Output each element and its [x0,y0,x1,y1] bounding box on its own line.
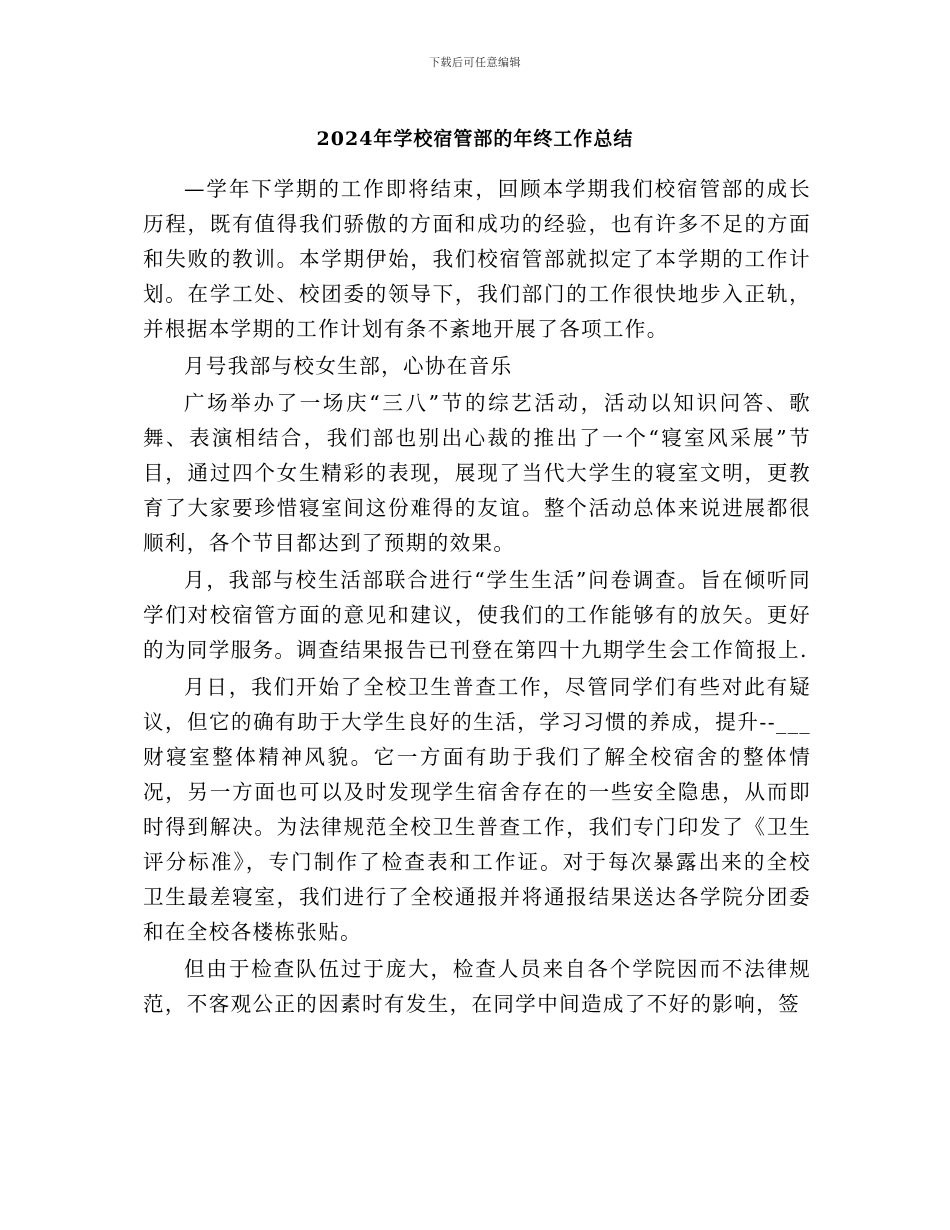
paragraph-problems: 但由于检查队伍过于庞大，检查人员来自各个学院因而不法律规范，不客观公正的因素时有发生，在同学中间造成了不好的影响，签 [143,957,811,1016]
document-body [143,172,811,1024]
paragraph-march-event: 广场举办了一场庆“三八”节的综艺活动，活动以知识问答、歌舞、表演相结合，我们部也别出心裁的推出了一个“寝室风采展”节目，通过四个女生精彩的表现，展现了当代大学生的寝室文明，更教育了大家要珍惜寝室间这份难得的友谊。整个活动总体来说进展都很顺利，各个节目都达到了预期的效果。 [143,391,811,555]
document-title: 2024年学校宿管部的年终工作总结 [316,128,634,150]
paragraph-survey: 月，我部与校生活部联合进行“学生生活”问卷调查。旨在倾听同学们对校宿管方面的意见和建议，使我们的工作能够有的放矢。更好的为同学服务。调查结果报告已刊登在第四十九期学生会工作简报上. [143,568,811,662]
paragraph-intro: —学年下学期的工作即将结束，回顾本学期我们校宿管部的成长历程，既有值得我们骄傲的方面和成功的经验，也有许多不足的方面和失败的教训。本学期伊始，我们校宿管部就拟定了本学期的工作计划。在学工处、校团委的领导下，我们部门的工作很快地步入正轨，并根据本学期的工作计划有条不紊地开展了各项工作。 [143,177,811,341]
paragraph-hygiene-check: 月日，我们开始了全校卫生普查工作，尽管同学们有些对此有疑议，但它的确有助于大学生良好的生活，学习习惯的养成，提升--___财寝室整体精神风貌。它一方面有助于我们了解全校宿舍的整体情况，另一方面也可以及时发现学生宿舍存在的一些安全隐患，从而即时得到解决。为法律规范全校卫生普查工作，我们专门印发了《卫生评分标准》，专门制作了检查表和工作证。对于每次暴露出来的全校卫生最差寝室，我们进行了全校通报并将通报结果送达各学院分团委和在全校各楼栋张贴。 [143,675,811,944]
header-note: 下载后可任意编辑 [429,56,521,69]
paragraph-march-event-lead: 月号我部与校女生部，心协在音乐 [184,354,513,378]
